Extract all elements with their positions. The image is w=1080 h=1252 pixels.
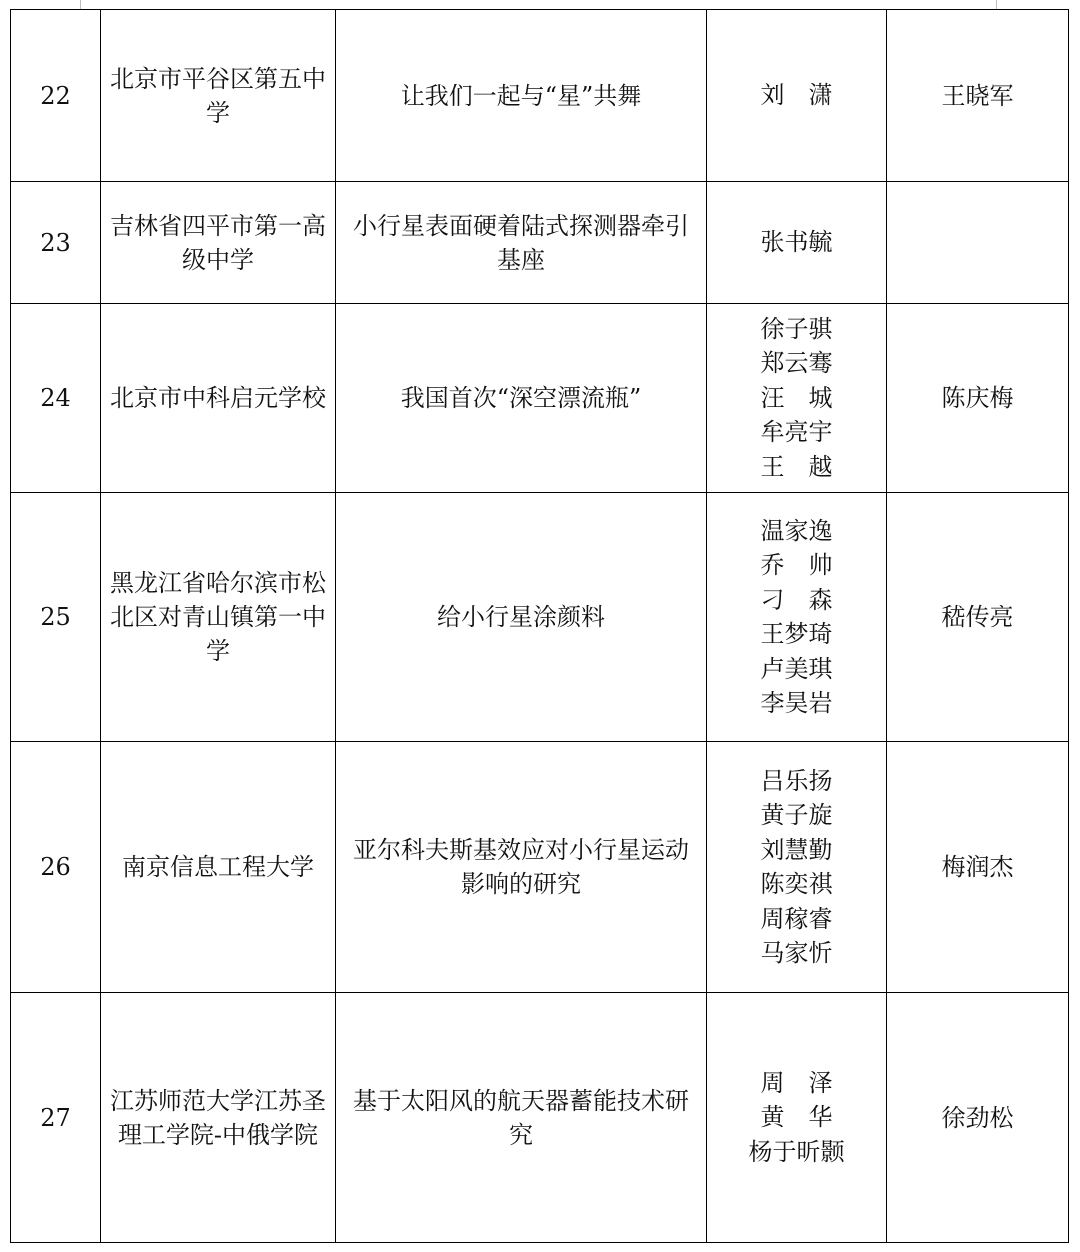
- table-row: [11, 304, 1069, 493]
- members-cell: [707, 993, 887, 1243]
- member-name: 王梦琦: [760, 620, 833, 648]
- unit-name: 南京信息工程大学: [101, 742, 336, 993]
- unit-name: 黑龙江省哈尔滨市松北区对青山镇第一中学: [101, 493, 336, 742]
- project-title: 基于太阳风的航天器蓄能技术研究: [336, 993, 707, 1243]
- member-name: 周 泽: [760, 1068, 833, 1097]
- member-name: 乔 帅: [760, 551, 833, 579]
- project-title: 亚尔科夫斯基效应对小行星运动影响的研究: [336, 742, 707, 993]
- member-name: 刘 潇: [760, 81, 833, 110]
- member-name: 黄子旋: [760, 801, 833, 829]
- member-name: 杨于昕颢: [748, 1137, 845, 1166]
- member-name: 吕乐扬: [760, 766, 833, 795]
- page-corner-mark-left: [80, 0, 81, 9]
- member-name: 牟亮宇: [760, 418, 833, 447]
- row-number: 25: [11, 493, 101, 742]
- project-title: 让我们一起与“星”共舞: [336, 10, 707, 182]
- member-name: 陈奕祺: [760, 870, 833, 898]
- member-name: 黄 华: [760, 1103, 833, 1132]
- unit-name: 吉林省四平市第一高级中学: [101, 182, 336, 304]
- member-name: 张书毓: [760, 228, 833, 257]
- advisor-name: 陈庆梅: [887, 304, 1069, 493]
- table-row: [11, 993, 1069, 1243]
- row-number: 24: [11, 304, 101, 493]
- member-name: 汪 城: [760, 383, 833, 412]
- member-name: 马家忻: [760, 939, 833, 967]
- advisor-name: 梅润杰: [887, 742, 1069, 993]
- advisor-name: 徐劲松: [887, 993, 1069, 1243]
- table-row: [11, 493, 1069, 742]
- member-name: 刁 森: [760, 585, 833, 614]
- unit-name: 北京市中科启元学校: [101, 304, 336, 493]
- members-cell: [707, 304, 887, 493]
- table-row: [11, 182, 1069, 304]
- row-number: 27: [11, 993, 101, 1243]
- row-number: 26: [11, 742, 101, 993]
- member-name: 郑云骞: [760, 349, 833, 378]
- member-name: 刘慧勤: [760, 835, 833, 864]
- advisor-name: 嵇传亮: [887, 493, 1069, 742]
- member-name: 周稼睿: [760, 904, 833, 933]
- members-cell: [707, 742, 887, 993]
- member-name: 卢美琪: [760, 654, 833, 683]
- members-cell: [707, 182, 887, 304]
- table-row: [11, 10, 1069, 182]
- member-name: 王 越: [760, 452, 833, 481]
- row-number: 23: [11, 182, 101, 304]
- unit-name: 江苏师范大学江苏圣理工学院-中俄学院: [101, 993, 336, 1243]
- member-name: 徐子骐: [760, 314, 833, 343]
- row-number: 22: [11, 10, 101, 182]
- member-name: 李昊岩: [760, 689, 833, 717]
- members-cell: [707, 493, 887, 742]
- unit-name: 北京市平谷区第五中学: [101, 10, 336, 182]
- page-corner-mark-right: [996, 0, 997, 9]
- members-cell: [707, 10, 887, 182]
- member-name: 温家逸: [760, 516, 833, 545]
- project-title: 小行星表面硬着陆式探测器牵引基座: [336, 182, 707, 304]
- advisor-name: [887, 182, 1069, 304]
- table-row: [11, 742, 1069, 993]
- advisor-name: 王晓军: [887, 10, 1069, 182]
- award-table: [10, 9, 1069, 1243]
- project-title: 给小行星涂颜料: [336, 493, 707, 742]
- project-title: 我国首次“深空漂流瓶”: [336, 304, 707, 493]
